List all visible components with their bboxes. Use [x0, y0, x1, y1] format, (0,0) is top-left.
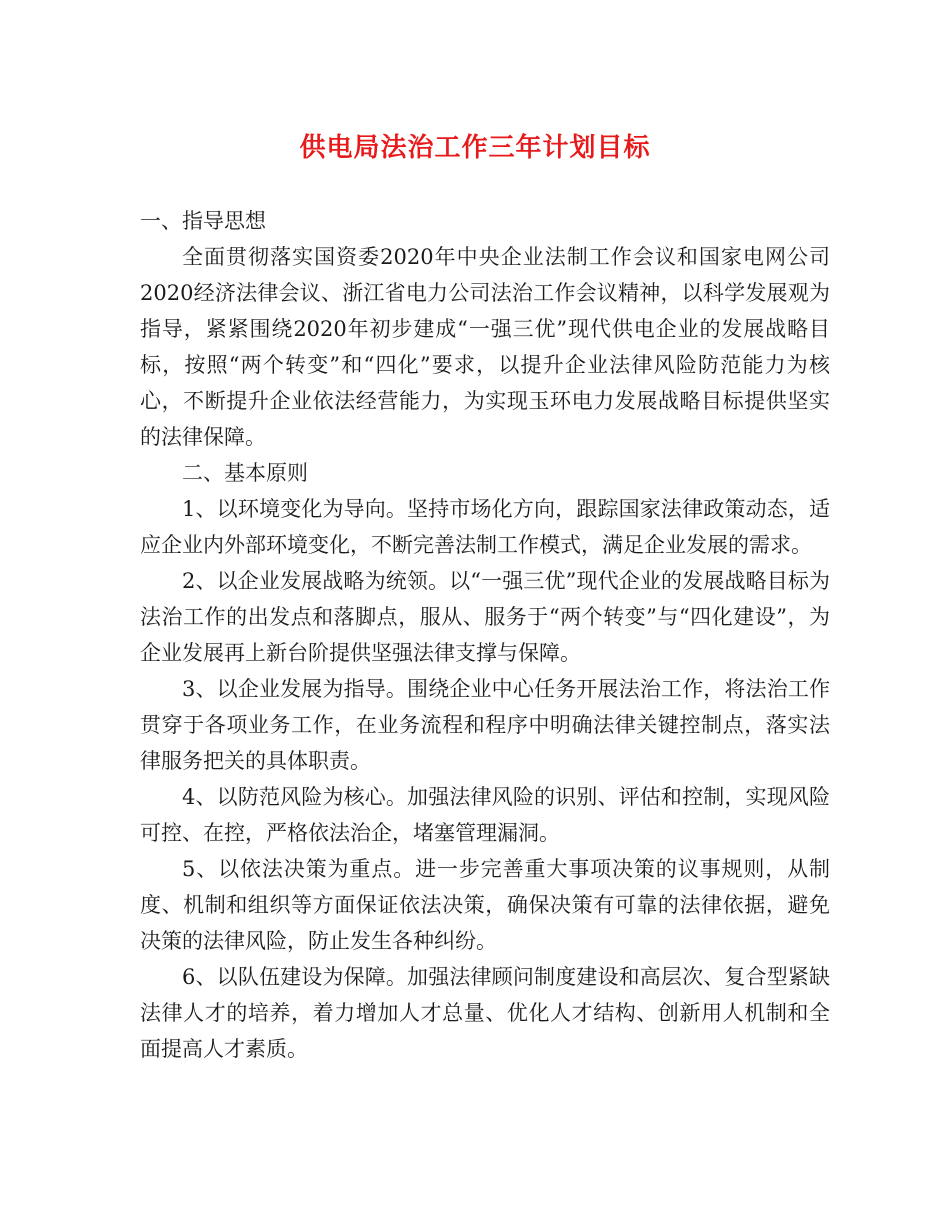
section-heading-basic-principles: 二、基本原则	[182, 461, 308, 485]
section-heading-guiding-ideology: 一、指导思想	[140, 209, 266, 233]
guiding-ideology-paragraph: 全面贯彻落实国资委2020年中央企业法制工作会议和国家电网公司2020经济法律会议、浙江省电力公司法治工作会议精神，以科学发展观为指导，紧紧围绕2020年初步建成“一强三优”现代供电企业的发展战略目标，按照“两个转变”和“四化”要求，以提升企业法律风险防范能力为核心，不断提升企业依法经营能力，为实现玉环电力发展战略目标提供坚实的法律保障。	[140, 245, 830, 449]
document-title: 供电局法治工作三年计划目标	[299, 133, 651, 163]
principle-item: 3、以企业发展为指导。围绕企业中心任务开展法治工作，将法治工作贯穿于各项业务工作，在业务流程和程序中明确法律关键控制点，落实法律服务把关的具体职责。	[140, 677, 830, 773]
principle-item: 2、以企业发展战略为统领。以“一强三优”现代企业的发展战略目标为法治工作的出发点和落脚点，服从、服务于“两个转变”与“四化建设”，为企业发展再上新台阶提供坚强法律支撑与保障。	[140, 569, 830, 665]
principle-item: 5、以依法决策为重点。进一步完善重大事项决策的议事规则，从制度、机制和组织等方面保证依法决策，确保决策有可靠的法律依据，避免决策的法律风险，防止发生各种纠纷。	[140, 857, 830, 953]
principle-item: 6、以队伍建设为保障。加强法律顾问制度建设和高层次、复合型紧缺法律人才的培养，着力增加人才总量、优化人才结构、创新用人机制和全面提高人才素质。	[140, 965, 830, 1061]
principle-item: 4、以防范风险为核心。加强法律风险的识别、评估和控制，实现风险可控、在控，严格依法治企，堵塞管理漏洞。	[140, 785, 830, 845]
document-body	[140, 203, 830, 1067]
principle-item: 1、以环境变化为导向。坚持市场化方向，跟踪国家法律政策动态，适应企业内外部环境变化，不断完善法制工作模式，满足企业发展的需求。	[140, 497, 830, 557]
